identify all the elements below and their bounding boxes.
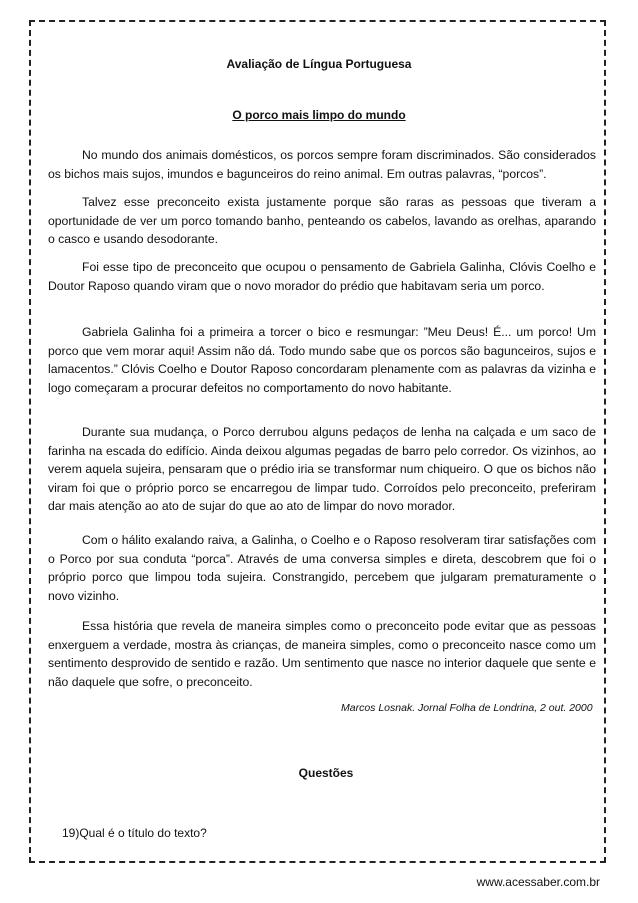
questions-heading: Questões bbox=[298, 766, 354, 780]
paragraph-6: Com o hálito exalando raiva, a Galinha, o Coelho e o Raposo resolveram tirar satisfações com o Porco por sua conduta “porca”. Através de uma conversa simples e direta, descobrem que foi o próprio porco que limpou toda sujeira. Constrangido, percebem que julgaram prematuramente o novo vizinho. bbox=[48, 533, 596, 603]
question-19: 19)Qual é o título do texto? bbox=[62, 826, 207, 840]
paragraph-2: Talvez esse preconceito exista justamente porque são raras as pessoas que tiveram a oportunidade de ver um porco tomando banho, penteando os cabelos, lavando as orelhas, aparando o casco e usando desodorante. bbox=[48, 195, 596, 246]
paragraph-5: Durante sua mudança, o Porco derrubou alguns pedaços de lenha na calçada e um saco de farinha na escada do edifício. Ainda deixou algumas pegadas de barro pelo corredor. Os vizinhos, ao verem aquela sujeira, pensaram que o prédio iria se transformar num chiqueiro. O que os bichos não viram foi que o próprio porco se encarregou de limpar tudo. Corroídos pelo preconceito, preferiram dar mais atenção ao ato de sujar do que ao ato de limpar do novo morador. bbox=[48, 425, 596, 513]
source-credit: Marcos Losnak. Jornal Folha de Londrina, 2 out. 2000 bbox=[341, 702, 593, 714]
paragraph-1: No mundo dos animais domésticos, os porcos sempre foram discriminados. São considerados os bichos mais sujos, imundos e bagunceiros do reino animal. Em outras palavras, “porcos”. bbox=[48, 148, 596, 181]
paragraph-3: Foi esse tipo de preconceito que ocupou o pensamento de Gabriela Galinha, Clóvis Coelho e Doutor Raposo quando viram que o novo morador do prédio que habitavam seria um porco. bbox=[48, 260, 596, 293]
text-title-label: O porco mais limpo do mundo bbox=[232, 108, 406, 122]
footer-website: www.acessaber.com.br bbox=[476, 875, 600, 889]
paragraph-4: Gabriela Galinha foi a primeira a torcer o bico e resmungar: ”Meu Deus! É... um porco! Um porco que vem morar aqui! Assim não dá. Todo mundo sabe que os porcos são bagunceiros, sujos e lamacentos.” Clóvis Coelho e Doutor Raposo concordaram plenamente com as palavras da vizinha e logo começaram a procurar defeitos no comportamento do novo habitante. bbox=[48, 325, 596, 395]
text-title bbox=[0, 108, 638, 122]
paragraph-7: Essa história que revela de maneira simples como o preconceito pode evitar que as pessoas enxerguem a verdade, mostra às crianças, de maneira simples, como o preconceito nasce como um sentimento desprovido de sentido e razão. Um sentimento que nasce no interior daquele que sente e não daquele que sofre, o preconceito. bbox=[48, 619, 596, 689]
page-title: Avaliação de Língua Portuguesa bbox=[226, 57, 412, 71]
